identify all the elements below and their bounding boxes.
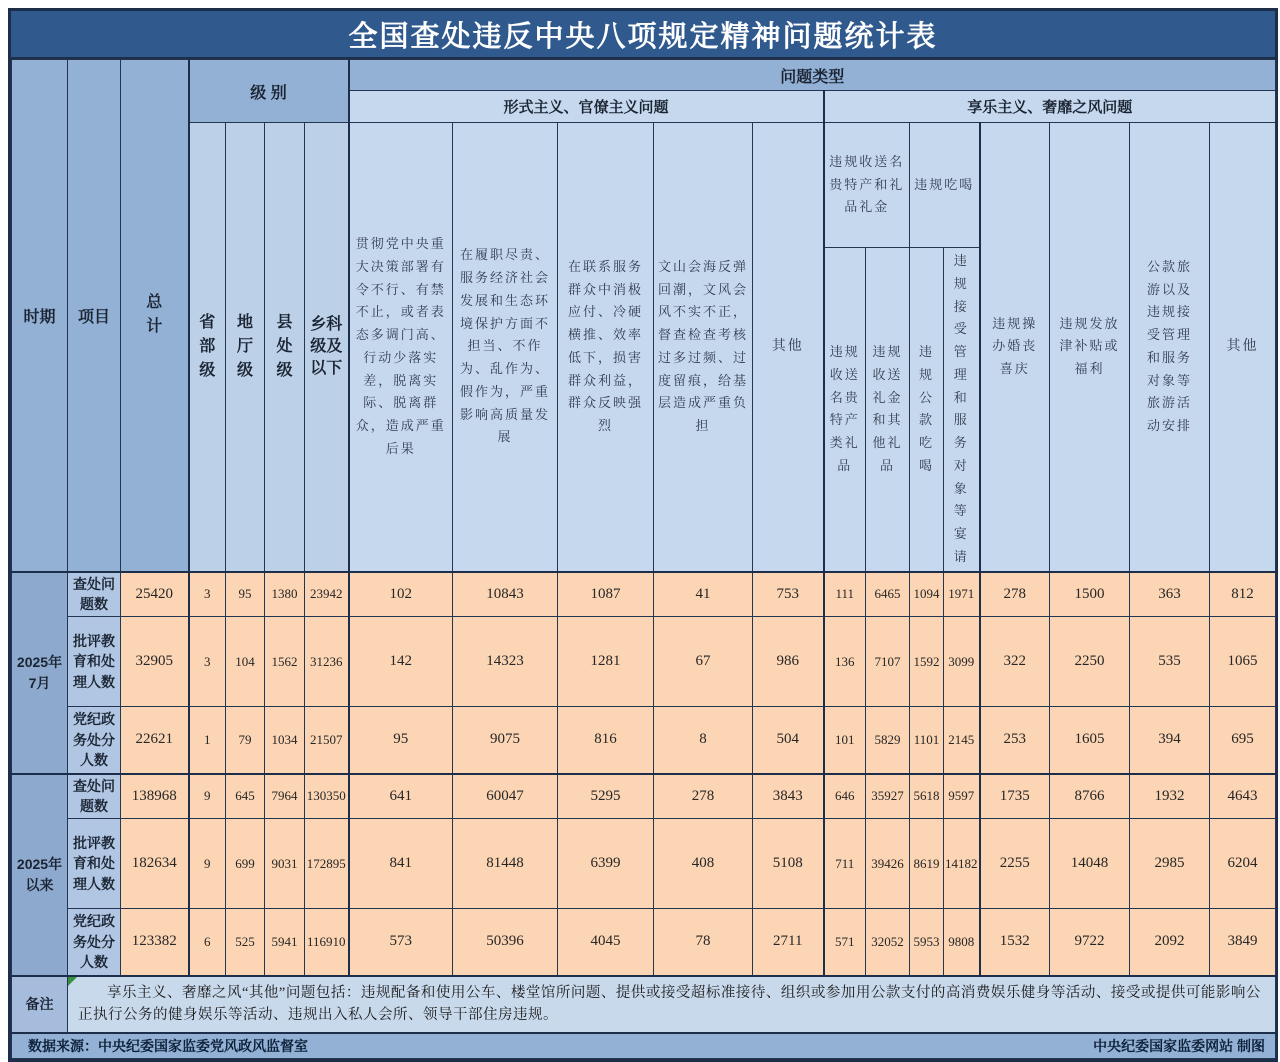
data-cell: 3099 <box>944 617 980 707</box>
data-cell: 104 <box>226 617 265 707</box>
data-cell: 3843 <box>753 774 824 819</box>
data-cell: 35927 <box>866 774 910 819</box>
header-gifts-col-2: 违规收送礼金和其他礼品 <box>866 248 910 572</box>
data-cell: 5941 <box>265 909 305 976</box>
data-cell: 1971 <box>944 572 980 617</box>
data-cell: 278 <box>980 572 1050 617</box>
item-cell: 批评教育和处理人数 <box>68 819 121 909</box>
data-cell: 1 <box>189 707 226 774</box>
data-cell: 14048 <box>1050 819 1130 909</box>
data-cell: 394 <box>1130 707 1210 774</box>
data-cell: 14182 <box>944 819 980 909</box>
data-cell: 6204 <box>1210 819 1276 909</box>
data-cell: 525 <box>226 909 265 976</box>
data-cell: 67 <box>654 617 753 707</box>
data-cell: 2145 <box>944 707 980 774</box>
data-cell: 9 <box>189 774 226 819</box>
data-cell: 1735 <box>980 774 1050 819</box>
data-cell: 699 <box>226 819 265 909</box>
header-total-label: 总计 <box>146 294 163 336</box>
data-cell: 1094 <box>910 572 944 617</box>
header-travel-label: 公款旅游以及违规接受管理和服务对象等旅游活动安排 <box>1147 258 1193 433</box>
data-cell: 2711 <box>753 909 824 976</box>
data-cell: 3 <box>189 617 226 707</box>
page-title: 全国查处违反中央八项规定精神问题统计表 <box>11 11 1275 59</box>
item-cell: 批评教育和处理人数 <box>68 617 121 707</box>
data-cell: 6 <box>189 909 226 976</box>
data-cell: 172895 <box>305 819 349 909</box>
data-cell: 9 <box>189 819 226 909</box>
data-cell: 79 <box>226 707 265 774</box>
header-level-group: 级 别 <box>189 60 349 123</box>
data-cell: 130350 <box>305 774 349 819</box>
data-cell: 363 <box>1130 572 1210 617</box>
data-cell: 9722 <box>1050 909 1130 976</box>
data-cell: 812 <box>1210 572 1276 617</box>
data-cell: 1101 <box>910 707 944 774</box>
data-cell: 136 <box>824 617 866 707</box>
data-cell: 1605 <box>1050 707 1130 774</box>
data-cell: 123382 <box>121 909 189 976</box>
data-cell: 4045 <box>558 909 654 976</box>
item-cell: 党纪政务处分人数 <box>68 707 121 774</box>
data-cell: 41 <box>654 572 753 617</box>
data-cell: 1380 <box>265 572 305 617</box>
data-source-text: 数据来源：中央纪委国家监委党风政风监督室 <box>28 1037 308 1054</box>
header-dining-col-2: 违规接受管理和服务对象等宴请 <box>944 248 980 572</box>
item-cell: 查处问题数 <box>68 572 121 617</box>
data-cell: 1500 <box>1050 572 1130 617</box>
table-frame <box>8 8 1278 1062</box>
footer-content <box>12 1034 1275 1058</box>
data-cell: 571 <box>824 909 866 976</box>
data-cell: 9597 <box>944 774 980 819</box>
credit-text: 中央纪委国家监委网站 制图 <box>1093 1037 1266 1054</box>
data-cell: 5953 <box>910 909 944 976</box>
data-cell: 253 <box>980 707 1050 774</box>
header-formalism-col-1: 贯彻党中央重大决策部署有令不行、有禁不止，或者表态多调门高、行动少落实差，脱离实际、脱离群众，造成严重后果 <box>349 123 453 572</box>
data-cell: 1034 <box>265 707 305 774</box>
note-label: 备注 <box>12 976 68 1033</box>
data-cell: 646 <box>824 774 866 819</box>
data-cell: 60047 <box>453 774 558 819</box>
header-formalism-col-2: 在履职尽责、服务经济社会发展和生态环境保护方面不担当、不作为、乱作为、假作为，严重影响高质量发展 <box>453 123 558 572</box>
data-cell: 101 <box>824 707 866 774</box>
header-level-county-label: 县处级 <box>276 313 293 379</box>
data-cell: 535 <box>1130 617 1210 707</box>
data-cell: 1087 <box>558 572 654 617</box>
item-cell: 查处问题数 <box>68 774 121 819</box>
header-gifts-col-1: 违规收送名贵特产类礼品 <box>824 248 866 572</box>
data-cell: 7964 <box>265 774 305 819</box>
header-formalism-col-4: 文山会海反弹回潮，文风会风不实不正，督查检查考核过多过频、过度留痕，给基层造成严重负担 <box>654 123 753 572</box>
data-cell: 1281 <box>558 617 654 707</box>
header-dining-col-1: 违规公款吃喝 <box>910 248 944 572</box>
header-wedding <box>980 123 1050 572</box>
data-cell: 138968 <box>121 774 189 819</box>
data-cell: 504 <box>753 707 824 774</box>
data-cell: 5618 <box>910 774 944 819</box>
data-cell: 816 <box>558 707 654 774</box>
data-cell: 142 <box>349 617 453 707</box>
data-cell: 8619 <box>910 819 944 909</box>
data-cell: 7107 <box>866 617 910 707</box>
data-cell: 6465 <box>866 572 910 617</box>
data-cell: 641 <box>349 774 453 819</box>
data-cell: 8766 <box>1050 774 1130 819</box>
period-cell: 2025年以来 <box>12 774 68 976</box>
data-cell: 2250 <box>1050 617 1130 707</box>
data-cell: 5108 <box>753 819 824 909</box>
data-cell: 102 <box>349 572 453 617</box>
header-allowance <box>1050 123 1130 572</box>
data-cell: 1065 <box>1210 617 1276 707</box>
item-cell: 党纪政务处分人数 <box>68 909 121 976</box>
data-cell: 753 <box>753 572 824 617</box>
header-formalism-other: 其他 <box>753 123 824 572</box>
header-gifts-group: 违规收送名贵特产和礼品礼金 <box>824 123 910 248</box>
note-cell <box>68 976 1276 1033</box>
header-dining-group: 违规吃喝 <box>910 123 980 248</box>
header-problem-type: 问题类型 <box>349 60 1276 91</box>
data-cell: 8 <box>654 707 753 774</box>
header-hedonism-other: 其他 <box>1210 123 1276 572</box>
data-cell: 5295 <box>558 774 654 819</box>
comment-marker-icon <box>68 977 77 986</box>
data-cell: 9075 <box>453 707 558 774</box>
header-hedonism-group: 享乐主义、奢靡之风问题 <box>824 91 1276 123</box>
data-cell: 25420 <box>121 572 189 617</box>
data-cell: 1562 <box>265 617 305 707</box>
data-cell: 9031 <box>265 819 305 909</box>
data-cell: 39426 <box>866 819 910 909</box>
data-cell: 278 <box>654 774 753 819</box>
header-level-provincial <box>189 123 226 572</box>
header-level-prefecture-label: 地厅级 <box>236 313 253 379</box>
data-cell: 95 <box>226 572 265 617</box>
data-cell: 81448 <box>453 819 558 909</box>
data-cell: 111 <box>824 572 866 617</box>
data-cell: 4643 <box>1210 774 1276 819</box>
data-cell: 1932 <box>1130 774 1210 819</box>
header-period: 时期 <box>12 60 68 572</box>
header-formalism-group: 形式主义、官僚主义问题 <box>349 91 824 123</box>
data-cell: 31236 <box>305 617 349 707</box>
header-level-prefecture <box>226 123 265 572</box>
data-cell: 2255 <box>980 819 1050 909</box>
data-cell: 2985 <box>1130 819 1210 909</box>
data-cell: 408 <box>654 819 753 909</box>
data-cell: 6399 <box>558 819 654 909</box>
footer-bar <box>12 1033 1276 1059</box>
data-cell: 711 <box>824 819 866 909</box>
data-cell: 1592 <box>910 617 944 707</box>
data-cell: 10843 <box>453 572 558 617</box>
data-cell: 23942 <box>305 572 349 617</box>
header-wedding-label: 违规操办婚丧喜庆 <box>992 315 1038 377</box>
data-cell: 986 <box>753 617 824 707</box>
data-cell: 50396 <box>453 909 558 976</box>
period-cell: 2025年7月 <box>12 572 68 774</box>
data-cell: 645 <box>226 774 265 819</box>
header-level-township: 乡科级及以下 <box>305 123 349 572</box>
data-cell: 116910 <box>305 909 349 976</box>
header-item: 项目 <box>68 60 121 572</box>
data-cell: 322 <box>980 617 1050 707</box>
data-cell: 2092 <box>1130 909 1210 976</box>
statistics-table <box>11 59 1276 1059</box>
note-text: 享乐主义、奢靡之风“其他”问题包括：违规配备和使用公车、楼堂馆所问题、提供或接受超标准接待、组织或参加用公款支付的高消费娱乐健身等活动、接受或提供可能影响公正执行公务的健身娱乐等活动、违规出入私人会所、领导干部住房违规。 <box>78 984 1261 1023</box>
data-cell: 14323 <box>453 617 558 707</box>
header-travel <box>1130 123 1210 572</box>
data-cell: 22621 <box>121 707 189 774</box>
data-cell: 5829 <box>866 707 910 774</box>
data-cell: 182634 <box>121 819 189 909</box>
header-total <box>121 60 189 572</box>
data-cell: 21507 <box>305 707 349 774</box>
data-cell: 841 <box>349 819 453 909</box>
data-cell: 3849 <box>1210 909 1276 976</box>
data-cell: 573 <box>349 909 453 976</box>
data-cell: 78 <box>654 909 753 976</box>
data-cell: 32905 <box>121 617 189 707</box>
data-cell: 9808 <box>944 909 980 976</box>
header-level-county <box>265 123 305 572</box>
data-cell: 1532 <box>980 909 1050 976</box>
header-allowance-label: 违规发放津补贴或福利 <box>1059 315 1120 377</box>
data-cell: 3 <box>189 572 226 617</box>
data-cell: 95 <box>349 707 453 774</box>
data-cell: 32052 <box>866 909 910 976</box>
data-cell: 695 <box>1210 707 1276 774</box>
header-formalism-col-3: 在联系服务群众中消极应付、冷硬横推、效率低下，损害群众利益，群众反映强烈 <box>558 123 654 572</box>
header-level-provincial-label: 省部级 <box>199 313 216 379</box>
